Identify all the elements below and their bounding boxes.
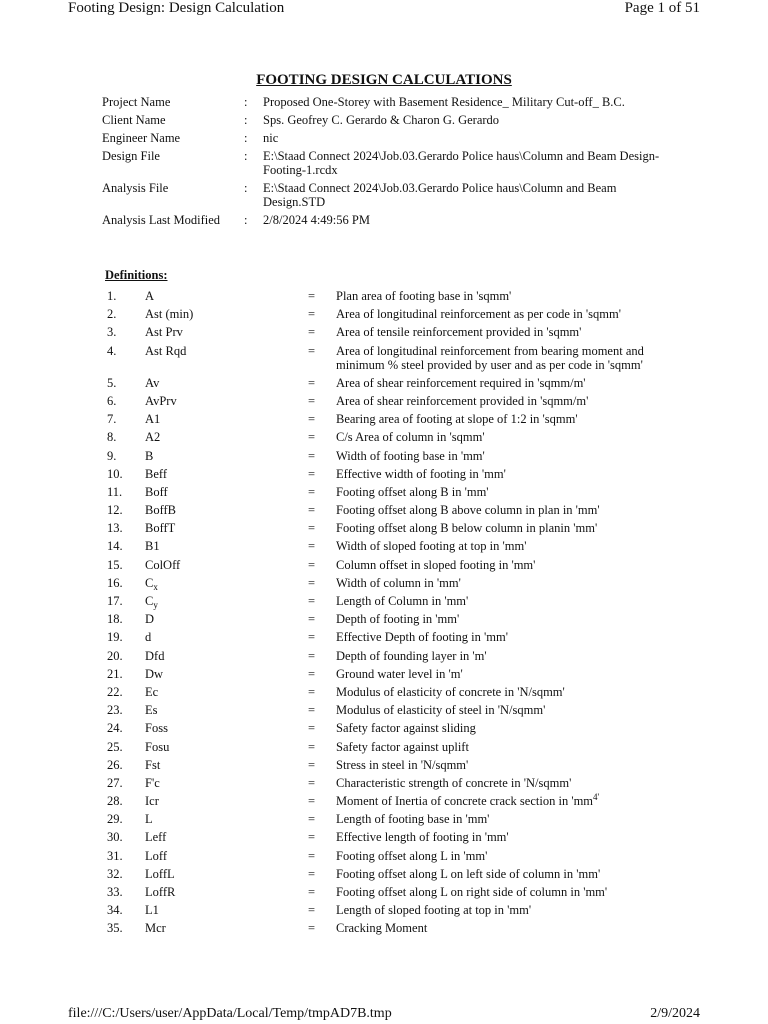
definition-description [336, 449, 667, 463]
definition-number: 26. [107, 757, 123, 772]
definition-description [336, 289, 667, 303]
definition-symbol-text: Fosu [145, 739, 170, 754]
definition-row [107, 867, 667, 881]
definition-row [107, 903, 667, 917]
definition-symbol-text: C [145, 594, 154, 608]
definition-row [107, 885, 667, 899]
definition-description [336, 576, 667, 590]
definition-row [107, 412, 667, 426]
definition-description-text: Bearing area of footing at slope of 1:2 in 'sqmm' [336, 412, 578, 427]
definition-symbol [145, 867, 308, 881]
info-label: Analysis File [102, 181, 169, 195]
definition-number: 15. [107, 557, 123, 572]
definition-equals: = [308, 648, 316, 663]
definition-description [336, 630, 667, 644]
definition-description-text: Footing offset along B in 'mm' [336, 484, 489, 499]
definition-symbol [145, 503, 308, 517]
definition-equals: = [308, 630, 316, 645]
definition-row [107, 685, 667, 699]
definition-symbol [145, 289, 308, 303]
definition-equals: = [308, 775, 316, 790]
definition-equals: = [308, 830, 316, 845]
definition-symbol [145, 903, 308, 917]
definition-symbol [145, 449, 308, 463]
definition-symbol-text: L [145, 812, 153, 827]
definition-description-text: Stress in steel in 'N/sqmm' [336, 757, 469, 772]
definition-equals: = [308, 921, 316, 936]
definition-symbol [145, 921, 308, 935]
info-colon: : [244, 149, 248, 163]
definition-symbol-text: Foss [145, 721, 168, 736]
definition-symbol-text: BoffB [145, 503, 177, 518]
definition-equals: = [308, 375, 316, 390]
definition-description-text: Footing offset along L in 'mm' [336, 848, 488, 863]
definition-row [107, 630, 667, 644]
definition-symbol [145, 885, 308, 899]
definition-description-text: Modulus of elasticity of steel in 'N/sqmm' [336, 703, 546, 718]
definition-symbol-text: Icr [145, 794, 159, 809]
definition-symbol-text: L1 [145, 903, 159, 918]
definition-equals: = [308, 412, 316, 427]
definition-description [336, 558, 667, 572]
definition-description [336, 485, 667, 499]
definition-equals: = [308, 612, 316, 627]
definition-symbol [145, 612, 308, 626]
definition-symbol-text: ColOff [145, 557, 181, 572]
project-info-table [102, 95, 662, 231]
definition-description [336, 921, 667, 935]
definition-equals: = [308, 557, 316, 572]
info-colon: : [244, 131, 248, 145]
definition-symbol [145, 376, 308, 390]
definition-symbol-text: Leff [145, 830, 167, 845]
definition-row [107, 344, 667, 372]
definition-symbol-text: A1 [145, 412, 161, 427]
definition-symbol-text: Loff [145, 848, 167, 863]
definition-description-text: Length of sloped footing at top in 'mm' [336, 903, 532, 918]
definition-row [107, 503, 667, 517]
info-row [102, 131, 662, 145]
definition-description-text: Effective length of footing in 'mm' [336, 830, 509, 845]
definition-symbol [145, 776, 308, 790]
definition-number: 28. [107, 794, 123, 809]
definition-description-text: Area of shear reinforcement provided in 'sqmm/m' [336, 393, 589, 408]
definition-symbol-text: B1 [145, 539, 160, 554]
definition-equals: = [308, 466, 316, 481]
definition-symbol-text: LoffL [145, 866, 175, 881]
definition-number: 9. [107, 448, 117, 463]
definition-number: 29. [107, 812, 123, 827]
info-value: E:\Staad Connect 2024\Job.03.Gerardo Police haus\Column and Beam Design.STD [263, 181, 617, 209]
definition-description [336, 794, 667, 808]
definition-equals: = [308, 812, 316, 827]
definition-number: 19. [107, 630, 123, 645]
definition-number: 1. [107, 289, 117, 303]
info-value: nic [263, 131, 279, 145]
definition-symbol [145, 649, 308, 663]
definition-symbol [145, 412, 308, 426]
definition-row [107, 325, 667, 339]
definition-description [336, 740, 667, 754]
definition-equals: = [308, 430, 316, 445]
definition-symbol-text: Dfd [145, 648, 165, 663]
definition-description [336, 376, 667, 390]
definition-description-text: Characteristic strength of concrete in 'N/sqmm' [336, 775, 572, 790]
definition-description [336, 394, 667, 408]
print-date: 2/9/2024 [650, 1006, 700, 1021]
definition-equals: = [308, 307, 316, 322]
definition-description [336, 758, 667, 772]
definition-row [107, 703, 667, 717]
definition-description-text: Width of footing base in 'mm' [336, 448, 485, 463]
definition-row [107, 485, 667, 499]
definition-description-text: Column offset in sloped footing in 'mm' [336, 557, 536, 572]
definition-symbol [145, 849, 308, 863]
definition-row [107, 830, 667, 844]
definition-symbol-text: B [145, 448, 154, 463]
definition-row [107, 740, 667, 754]
definition-number: 18. [107, 612, 123, 627]
definition-number: 22. [107, 684, 123, 699]
definition-symbol [145, 394, 308, 408]
info-value: 2/8/2024 4:49:56 PM [263, 213, 370, 227]
definition-description-text: Area of tensile reinforcement provided in 'sqmm' [336, 325, 582, 340]
definition-equals: = [308, 903, 316, 918]
definition-description [336, 307, 667, 321]
definition-description [336, 776, 667, 790]
definition-symbol [145, 594, 308, 608]
definition-symbol-text: Boff [145, 484, 168, 499]
definition-description [336, 467, 667, 481]
definition-symbol [145, 630, 308, 644]
definition-symbol-text: A2 [145, 430, 161, 445]
definition-row [107, 612, 667, 626]
definition-equals: = [308, 866, 316, 881]
definition-number: 31. [107, 848, 123, 863]
definition-number: 8. [107, 430, 117, 445]
definition-symbol [145, 812, 308, 826]
definition-number: 27. [107, 775, 123, 790]
definition-equals: = [308, 448, 316, 463]
definition-symbol [145, 576, 308, 590]
info-colon: : [244, 213, 248, 227]
definition-row [107, 539, 667, 553]
info-row [102, 213, 662, 227]
definition-symbol-text: AvPrv [145, 393, 177, 408]
info-row [102, 181, 662, 209]
definition-description-text: Safety factor against sliding [336, 721, 476, 736]
definition-number: 10. [107, 466, 123, 481]
definition-description-text: Width of column in 'mm' [336, 575, 461, 590]
definition-symbol [145, 430, 308, 444]
definition-symbol [145, 721, 308, 735]
definition-symbol [145, 667, 308, 681]
info-value: Sps. Geofrey C. Gerardo & Charon G. Gerardo [263, 113, 500, 127]
definition-description-text: Area of longitudinal reinforcement from bearing moment and minimum % steel provided by user and as per code in 'sqmm' [336, 343, 644, 372]
definition-symbol-text: Fst [145, 757, 161, 772]
definition-description [336, 849, 667, 863]
definition-description [336, 649, 667, 663]
definition-equals: = [308, 757, 316, 772]
definition-row [107, 921, 667, 935]
definition-symbol [145, 467, 308, 481]
definition-description [336, 685, 667, 699]
definition-subscript: x [153, 581, 158, 592]
definition-equals: = [308, 575, 316, 590]
definition-description [336, 867, 667, 881]
definition-description-text: Ground water level in 'm' [336, 666, 463, 681]
info-colon: : [244, 181, 248, 195]
definition-row [107, 794, 667, 808]
definition-number: 21. [107, 666, 123, 681]
definition-row [107, 449, 667, 463]
definition-description [336, 612, 667, 626]
definition-description [336, 521, 667, 535]
definition-description [336, 594, 667, 608]
definition-symbol-text: Av [145, 375, 160, 390]
definition-description-text: Depth of footing in 'mm' [336, 612, 460, 627]
definition-number: 24. [107, 721, 123, 736]
definition-equals: = [308, 289, 316, 303]
definition-symbol-text: Dw [145, 666, 164, 681]
definition-equals: = [308, 666, 316, 681]
definition-symbol [145, 740, 308, 754]
definition-equals: = [308, 739, 316, 754]
definition-symbol [145, 758, 308, 772]
info-label: Engineer Name [102, 131, 181, 145]
definition-symbol [145, 703, 308, 717]
definition-symbol-text: Es [145, 703, 158, 718]
definition-row [107, 394, 667, 408]
definition-symbol [145, 521, 308, 535]
definition-number: 5. [107, 375, 117, 390]
definition-number: 20. [107, 648, 123, 663]
definition-number: 12. [107, 503, 123, 518]
definition-description-text: Footing offset along B below column in planin 'mm' [336, 521, 598, 536]
definition-row [107, 849, 667, 863]
definition-row [107, 776, 667, 790]
definition-number: 13. [107, 521, 123, 536]
definition-description-text: Footing offset along L on left side of column in 'mm' [336, 866, 601, 881]
definition-description [336, 539, 667, 553]
definition-symbol-text: LoffR [145, 885, 176, 899]
definition-number: 32. [107, 866, 123, 881]
definition-row [107, 667, 667, 681]
definition-description-text: Plan area of footing base in 'sqmm' [336, 289, 512, 303]
definition-number: 23. [107, 703, 123, 718]
definition-symbol-text: BoffT [145, 521, 176, 536]
definition-row [107, 430, 667, 444]
definition-symbol [145, 307, 308, 321]
definition-description-text: Length of footing base in 'mm' [336, 812, 490, 827]
definition-equals: = [308, 594, 316, 608]
definition-symbol-text: Beff [145, 466, 167, 481]
definition-description [336, 430, 667, 444]
definition-symbol-text: F'c [145, 775, 160, 790]
definition-row [107, 467, 667, 481]
definition-description [336, 667, 667, 681]
definition-description [336, 503, 667, 517]
info-row [102, 113, 662, 127]
definition-symbol [145, 344, 308, 372]
definition-equals: = [308, 703, 316, 718]
definition-equals: = [308, 684, 316, 699]
definition-description-text: Width of sloped footing at top in 'mm' [336, 539, 527, 554]
info-label: Analysis Last Modified [102, 213, 221, 227]
definition-number: 3. [107, 325, 117, 340]
definition-equals: = [308, 521, 316, 536]
definition-symbol [145, 558, 308, 572]
definition-description [336, 830, 667, 844]
definition-symbol-text: Ast (min) [145, 307, 194, 322]
info-label: Client Name [102, 113, 166, 127]
definitions-list [107, 289, 667, 940]
definition-number: 2. [107, 307, 117, 322]
definition-number: 30. [107, 830, 123, 845]
definition-equals: = [308, 325, 316, 340]
definition-symbol [145, 685, 308, 699]
definition-number: 14. [107, 539, 123, 554]
info-colon: : [244, 113, 248, 127]
definition-number: 6. [107, 393, 117, 408]
definition-equals: = [308, 721, 316, 736]
definition-description-text: Footing offset along L on right side of column in 'mm' [336, 885, 608, 899]
definition-number: 17. [107, 594, 123, 608]
info-row [102, 95, 662, 109]
definition-description-text: Modulus of elasticity of concrete in 'N/sqmm' [336, 684, 565, 699]
definition-description [336, 885, 667, 899]
definition-row [107, 558, 667, 572]
page-header-title: Footing Design: Design Calculation [68, 0, 285, 16]
definition-equals: = [308, 343, 316, 358]
definition-symbol-text: Mcr [145, 921, 166, 936]
definition-description-text: C/s Area of column in 'sqmm' [336, 430, 485, 445]
definition-description [336, 325, 667, 339]
definition-description-text: Length of Column in 'mm' [336, 594, 469, 608]
definition-description [336, 344, 667, 372]
definition-symbol-text: D [145, 612, 155, 627]
definition-equals: = [308, 503, 316, 518]
definition-number: 4. [107, 343, 117, 358]
definition-equals: = [308, 539, 316, 554]
definition-symbol-text: C [145, 575, 154, 590]
definition-description-text: Area of shear reinforcement required in 'sqmm/m' [336, 375, 586, 390]
definition-symbol-text: Ast Prv [145, 325, 183, 340]
definition-description-text: Depth of founding layer in 'm' [336, 648, 487, 663]
info-value: E:\Staad Connect 2024\Job.03.Gerardo Police haus\Column and Beam Design-Footing-1.rcdx [263, 149, 660, 177]
definition-description [336, 812, 667, 826]
definition-description-text: Footing offset along B above column in plan in 'mm' [336, 503, 600, 518]
definition-description [336, 903, 667, 917]
info-label: Project Name [102, 95, 171, 109]
definition-description-text: Cracking Moment [336, 921, 428, 936]
definition-row [107, 721, 667, 735]
definition-row [107, 758, 667, 772]
definition-number: 33. [107, 885, 123, 899]
document-title: FOOTING DESIGN CALCULATIONS [256, 72, 512, 88]
definition-row [107, 289, 667, 303]
definition-number: 7. [107, 412, 117, 427]
definition-symbol-text: A [145, 289, 155, 303]
definition-description [336, 721, 667, 735]
definition-row [107, 594, 667, 608]
definition-number: 11. [107, 484, 123, 499]
definition-symbol [145, 830, 308, 844]
definition-symbol [145, 794, 308, 808]
definition-equals: = [308, 484, 316, 499]
definition-row [107, 576, 667, 590]
definition-symbol-text: d [145, 630, 152, 645]
definition-equals: = [308, 794, 316, 809]
definition-row [107, 812, 667, 826]
definition-row [107, 521, 667, 535]
definitions-heading: Definitions: [105, 268, 168, 282]
info-colon: : [244, 95, 248, 109]
definition-symbol [145, 539, 308, 553]
info-label: Design File [102, 149, 160, 163]
info-row [102, 149, 662, 177]
definition-row [107, 307, 667, 321]
definition-description-text: Effective Depth of footing in 'mm' [336, 630, 508, 645]
definition-symbol-text: Ec [145, 684, 159, 699]
definition-number: 35. [107, 921, 123, 936]
definition-symbol-text: Ast Rqd [145, 343, 187, 358]
definition-equals: = [308, 393, 316, 408]
definition-description [336, 412, 667, 426]
definition-number: 25. [107, 739, 123, 754]
definition-subscript: y [153, 600, 158, 610]
definition-number: 34. [107, 903, 123, 918]
definition-row [107, 376, 667, 390]
page-number: Page 1 of 51 [624, 0, 700, 16]
definition-description-text: Safety factor against uplift [336, 739, 469, 754]
file-path: file:///C:/Users/user/AppData/Local/Temp/tmpAD7B.tmp [68, 1006, 392, 1021]
definition-superscript: 4' [593, 792, 600, 803]
definition-description-text: Area of longitudinal reinforcement as per code in 'sqmm' [336, 307, 621, 322]
definition-description [336, 703, 667, 717]
info-value: Proposed One-Storey with Basement Residence_ Military Cut-off_ B.C. [263, 95, 625, 109]
definition-number: 16. [107, 575, 123, 590]
definition-symbol [145, 325, 308, 339]
definition-symbol [145, 485, 308, 499]
definition-description-text: Moment of Inertia of concrete crack section in 'mm [336, 794, 594, 809]
definition-equals: = [308, 885, 316, 899]
definition-row [107, 649, 667, 663]
definition-equals: = [308, 848, 316, 863]
definition-description-text: Effective width of footing in 'mm' [336, 466, 506, 481]
